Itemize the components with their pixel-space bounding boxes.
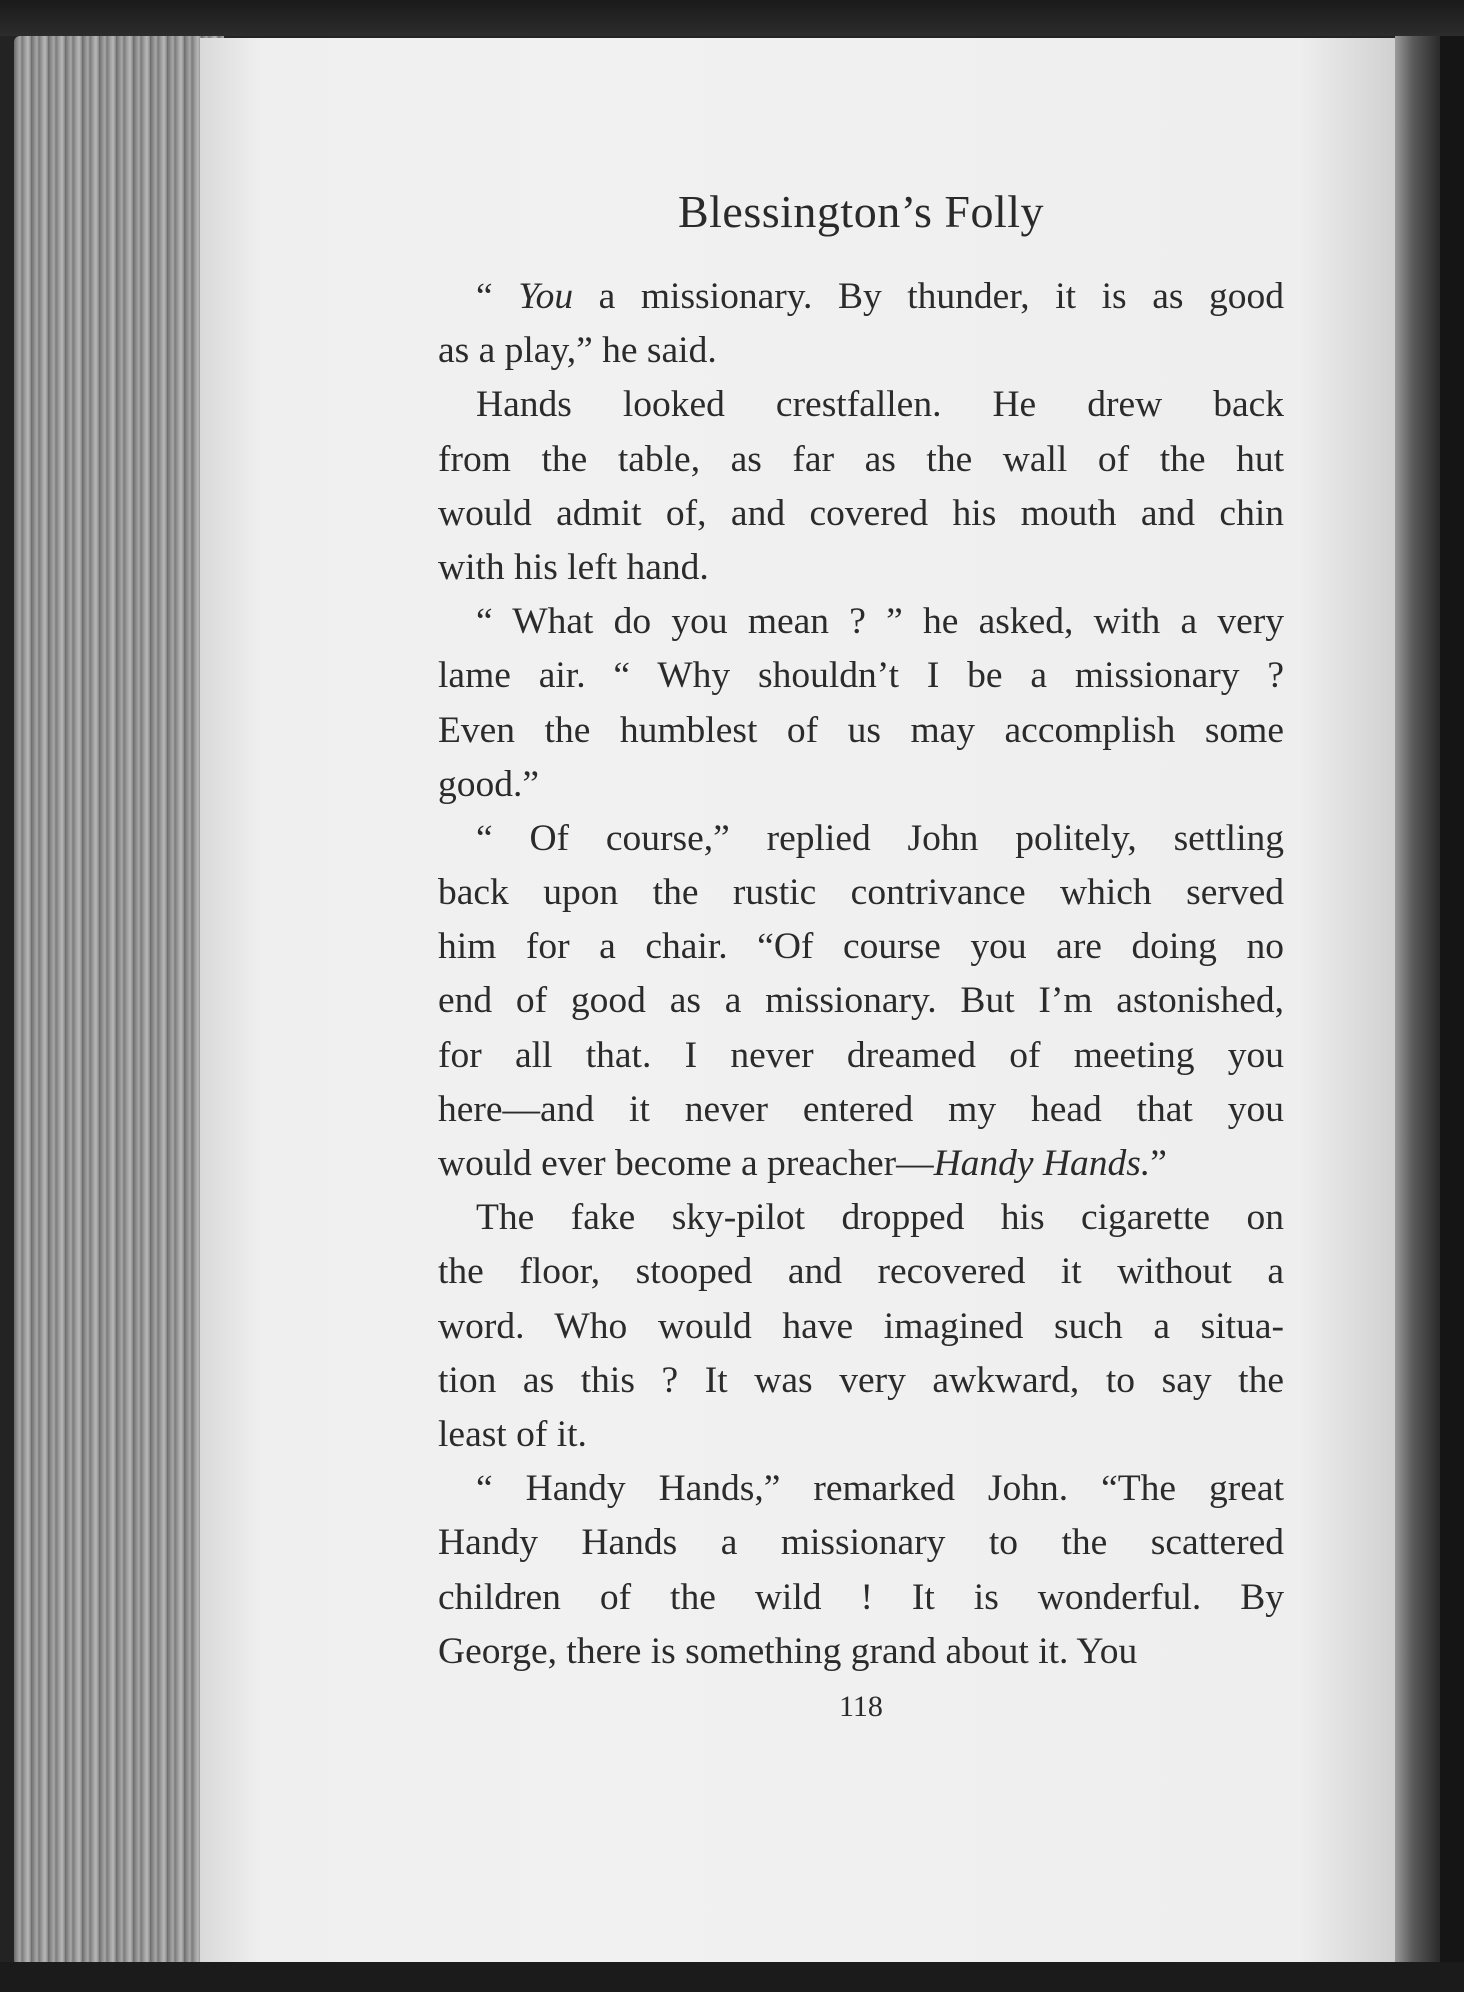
page-number: 118 bbox=[839, 1690, 883, 1723]
text-line: here—and it never entered my head that you bbox=[438, 1088, 1284, 1130]
body-text bbox=[438, 270, 1284, 1679]
text-line: “ What do you mean ? ” he asked, with a very bbox=[476, 601, 1284, 643]
text-line: with his left hand. bbox=[438, 546, 709, 588]
scan-bottom-edge bbox=[0, 1962, 1464, 1992]
text-line: children of the wild ! It is wonderful. By bbox=[438, 1576, 1284, 1618]
text-line: “ Handy Hands,” remarked John. “The great bbox=[476, 1468, 1284, 1510]
text-line: tion as this ? It was very awkward, to say the bbox=[438, 1359, 1284, 1401]
paragraph bbox=[438, 1191, 1284, 1462]
italic-text: You bbox=[518, 276, 574, 317]
text-line: Handy Hands a missionary to the scattered bbox=[438, 1522, 1284, 1564]
running-head: Blessington’s Folly bbox=[677, 186, 1045, 237]
paragraph bbox=[438, 595, 1284, 812]
text-line: Hands looked crestfallen. He drew back bbox=[476, 384, 1284, 426]
text-line: for all that. I never dreamed of meeting you bbox=[438, 1034, 1284, 1076]
paragraph bbox=[438, 270, 1284, 378]
paragraph bbox=[438, 378, 1284, 595]
text-line: George, there is something grand about it. You bbox=[438, 1630, 1138, 1672]
text-line: good.” bbox=[438, 763, 540, 805]
text-line: “ Of course,” replied John politely, settling bbox=[476, 817, 1284, 859]
text-line: word. Who would have imagined such a situa- bbox=[438, 1305, 1284, 1347]
text-line: end of good as a missionary. But I’m astonished, bbox=[438, 980, 1284, 1022]
text-line: lame air. “ Why shouldn’t I be a missionary ? bbox=[438, 655, 1284, 697]
text-line: from the table, as far as the wall of the hut bbox=[438, 438, 1284, 480]
text-line: him for a chair. “Of course you are doing no bbox=[438, 926, 1284, 968]
paragraph bbox=[438, 1462, 1284, 1679]
text-line: would admit of, and covered his mouth and chin bbox=[438, 492, 1284, 534]
text-line: The fake sky-pilot dropped his cigarette on bbox=[476, 1197, 1284, 1239]
text-line: would ever become a preacher—Handy Hands.” bbox=[438, 1143, 1167, 1184]
italic-text: Handy Hands. bbox=[933, 1143, 1151, 1184]
text-line: the floor, stooped and recovered it without a bbox=[438, 1251, 1284, 1293]
scan-top-edge bbox=[0, 0, 1464, 36]
text-line: back upon the rustic contrivance which served bbox=[438, 872, 1284, 914]
text-line: “ You a missionary. By thunder, it is as good bbox=[476, 276, 1284, 317]
gutter-shadow bbox=[1395, 36, 1440, 1966]
text-line: least of it. bbox=[438, 1413, 587, 1455]
text-line: as a play,” he said. bbox=[438, 330, 717, 372]
text-line: Even the humblest of us may accomplish some bbox=[438, 709, 1284, 751]
paragraph bbox=[438, 812, 1284, 1191]
scan-right-edge bbox=[1440, 36, 1464, 1966]
page-stack-edge bbox=[14, 36, 224, 1966]
